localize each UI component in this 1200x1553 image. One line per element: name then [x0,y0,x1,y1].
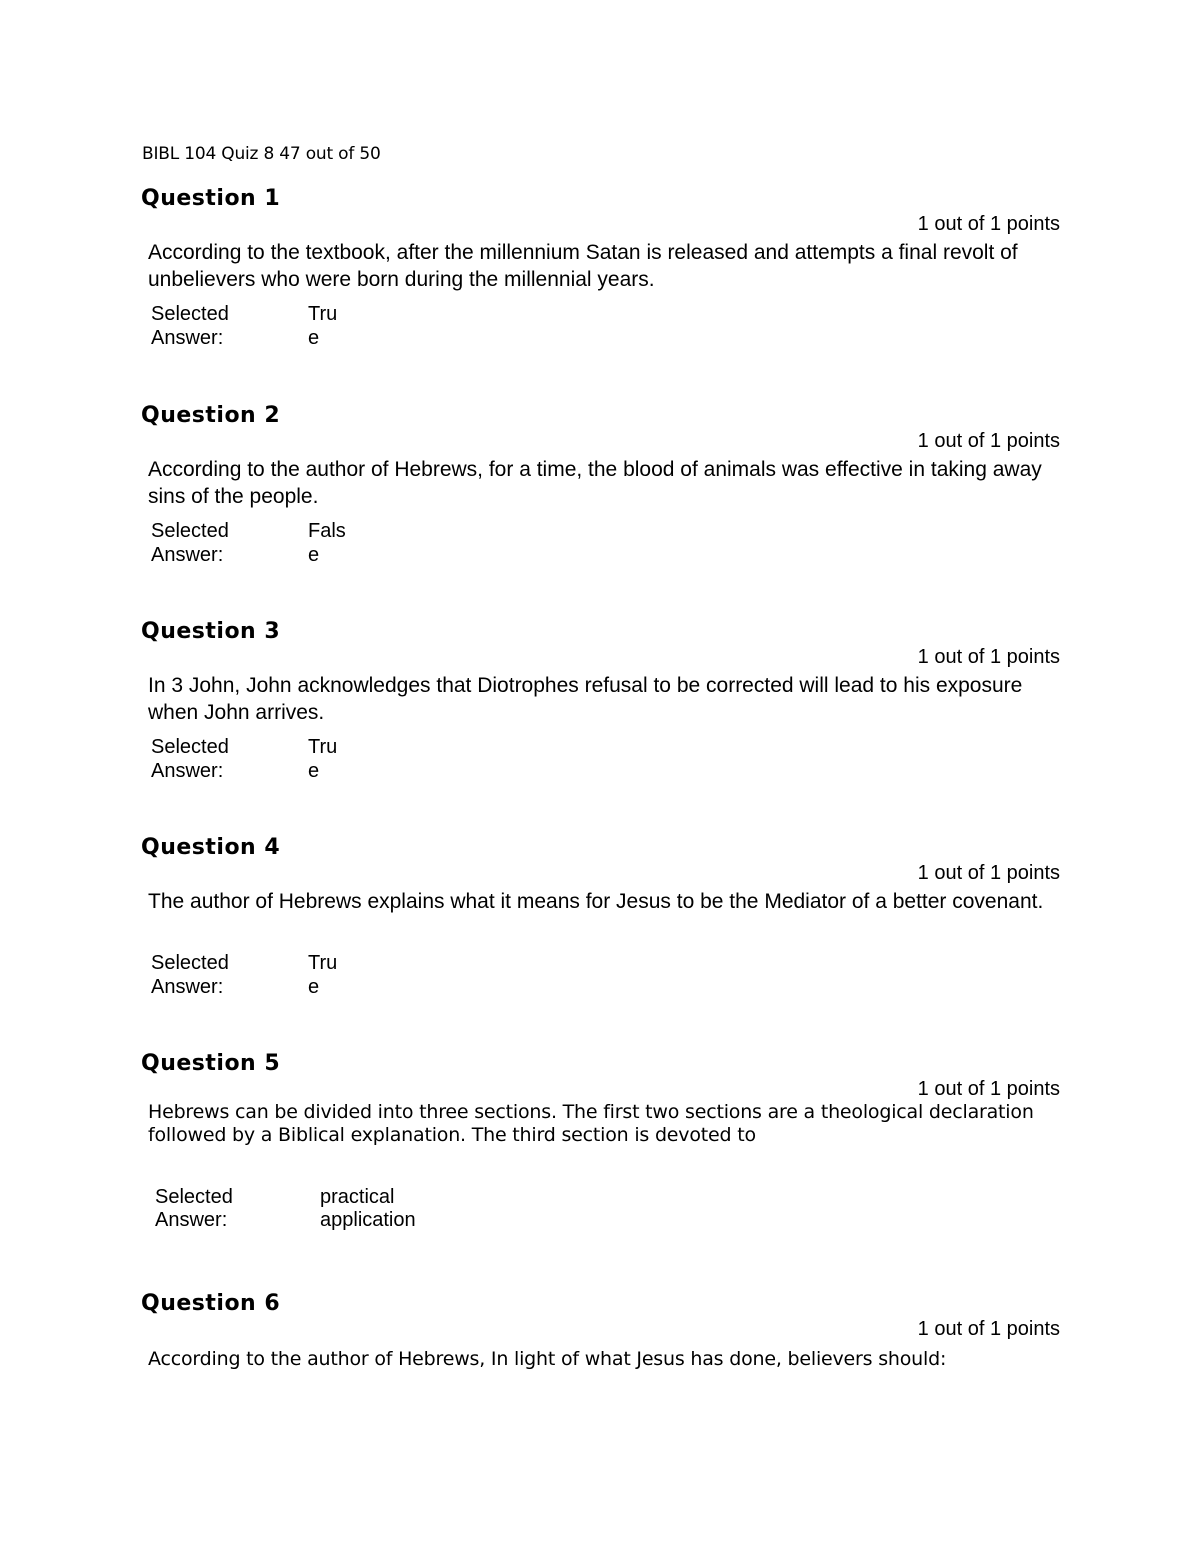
question-text: Hebrews can be divided into three sections. The first two sections are a theological declaration followed by a Biblical explanation. The third section is devoted to [148,1101,1034,1146]
question-points: 1 out of 1 points [917,1078,1060,1100]
question-heading: Question 5 [141,1051,281,1076]
question-heading: Question 4 [141,835,281,860]
document-title: BIBL 104 Quiz 8 47 out of 50 [142,144,381,164]
question-text: According to the author of Hebrews, In light of what Jesus has done, believers should: [148,1348,947,1370]
question-heading: Question 6 [141,1291,281,1316]
selected-answer-label: Selected Answer: [151,520,229,566]
selected-answer-label: Selected Answer: [151,736,229,782]
question-text: According to the textbook, after the millennium Satan is released and attempts a final revolt of unbelievers who were born during the millennial years. [148,241,1018,291]
selected-answer-value: True [308,952,338,998]
question-points: 1 out of 1 points [917,646,1060,668]
question-text: In 3 John, John acknowledges that Diotrophes refusal to be corrected will lead to his exposure when John arrives. [148,674,1023,724]
selected-answer-label: Selected Answer: [151,952,229,998]
question-points: 1 out of 1 points [917,862,1060,884]
question-heading: Question 1 [141,186,281,211]
selected-answer-value: True [308,736,338,782]
question-points: 1 out of 1 points [917,1318,1060,1340]
selected-answer-value: practical application [320,1186,416,1231]
question-text: According to the author of Hebrews, for a time, the blood of animals was effective in taking away sins of the people. [148,458,1042,508]
selected-answer-label: Selected Answer: [155,1186,233,1231]
question-heading: Question 3 [141,619,281,644]
selected-answer-label: Selected Answer: [151,303,229,349]
selected-answer-value: True [308,303,338,349]
question-points: 1 out of 1 points [917,213,1060,235]
question-points: 1 out of 1 points [917,430,1060,452]
question-text: The author of Hebrews explains what it means for Jesus to be the Mediator of a better covenant. [148,890,1044,913]
question-heading: Question 2 [141,403,281,428]
selected-answer-value: False [308,520,346,566]
